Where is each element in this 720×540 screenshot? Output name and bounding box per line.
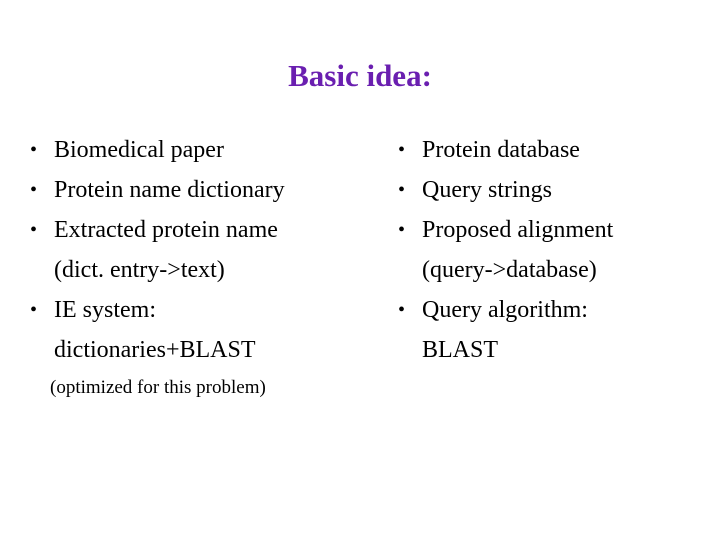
bullet-icon: • xyxy=(30,219,38,241)
slide-title: Basic idea: xyxy=(288,58,432,93)
bullet-text: Query strings xyxy=(422,177,552,203)
optimization-note: (optimized for this problem) xyxy=(50,377,266,398)
bullet-protein-name-dictionary xyxy=(30,170,370,210)
bullet-text-continuation: BLAST xyxy=(422,337,499,363)
left-bullet-list xyxy=(30,130,370,406)
bullet-text-continuation: (query->database) xyxy=(422,257,597,283)
right-bullet-list xyxy=(398,130,698,370)
bullet-icon: • xyxy=(398,299,406,321)
bullet-icon: • xyxy=(398,179,406,201)
bullet-protein-database xyxy=(398,130,698,170)
bullet-ie-system xyxy=(30,290,370,370)
bullet-text-continuation: dictionaries+BLAST xyxy=(54,337,256,363)
bullet-icon: • xyxy=(30,179,38,201)
bullet-biomedical-paper xyxy=(30,130,370,170)
bullet-icon: • xyxy=(398,219,406,241)
bullet-text: Protein database xyxy=(422,137,580,163)
bullet-icon: • xyxy=(30,139,38,161)
bullet-query-algorithm xyxy=(398,290,698,370)
bullet-icon: • xyxy=(398,139,406,161)
bullet-text: Query algorithm: xyxy=(422,297,588,323)
bullet-text: Proposed alignment xyxy=(422,217,614,243)
bullet-text: Biomedical paper xyxy=(54,137,224,163)
bullet-extracted-protein-name xyxy=(30,210,370,290)
bullet-query-strings xyxy=(398,170,698,210)
bullet-icon: • xyxy=(30,299,38,321)
bullet-text-continuation: (dict. entry->text) xyxy=(54,257,225,283)
bullet-text: Extracted protein name xyxy=(54,217,278,243)
bullet-proposed-alignment xyxy=(398,210,698,290)
bullet-text: IE system: xyxy=(54,297,156,323)
bullet-text: Protein name dictionary xyxy=(54,177,285,203)
